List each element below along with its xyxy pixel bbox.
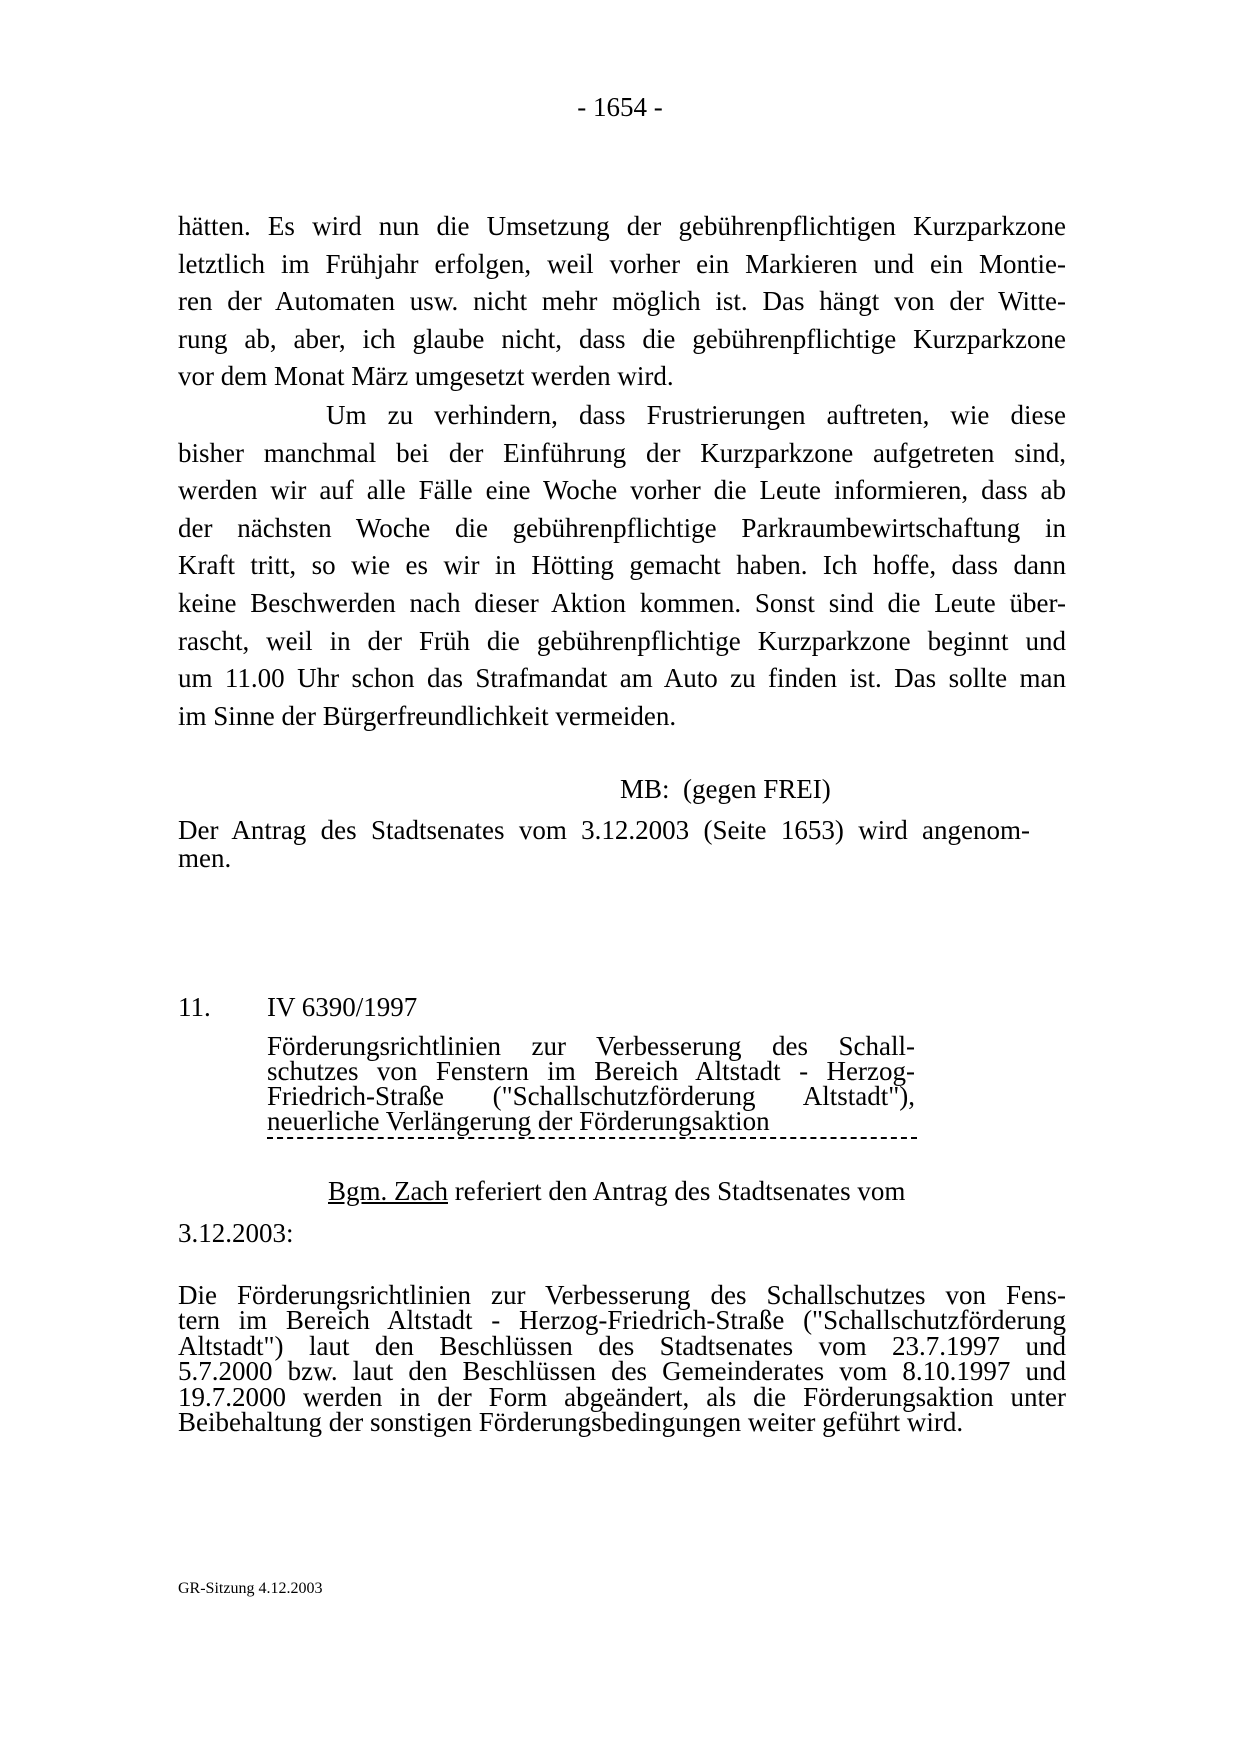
- senate-date: 3.12.2003:: [178, 1218, 294, 1248]
- speaker-action: referiert den Antrag des Stadtsenates vom: [447, 1176, 906, 1206]
- text-line: Kraft tritt, so wie es wir in Hötting gemacht haben. Ich hoffe, dass dann: [178, 550, 1066, 581]
- text-line: men.: [178, 843, 232, 873]
- text-line: Förderungsrichtlinien zur Verbesserung des Schall-: [267, 1031, 915, 1061]
- text-line: keine Beschwerden nach dieser Aktion kommen. Sonst sind die Leute über-: [178, 587, 1066, 618]
- item-title: [267, 1031, 915, 1136]
- footer-session-date: GR-Sitzung 4.12.2003: [178, 1580, 323, 1597]
- dashed-divider: [267, 1137, 917, 1139]
- text-line: vor dem Monat März umgesetzt werden wird.: [178, 361, 674, 392]
- text-line: schutzes von Fenstern im Bereich Altstadt - Herzog-: [267, 1056, 915, 1086]
- resolution-text: [178, 1280, 1066, 1438]
- text-line: 19.7.2000 werden in der Form abgeändert, als die Förderungsaktion unter: [178, 1381, 1066, 1412]
- text-line: Die Förderungsrichtlinien zur Verbesserung des Schallschutzes von Fens-: [178, 1280, 1066, 1310]
- text-line: neuerliche Verlängerung der Förderungsaktion: [267, 1106, 770, 1136]
- majority-decision: MB: (gegen FREI): [620, 774, 831, 804]
- text-line: Um zu verhindern, dass Frustrierungen auftreten, wie diese: [326, 400, 1066, 430]
- item-code: IV 6390/1997: [267, 992, 418, 1022]
- text-line: rung ab, aber, ich glaube nicht, dass die gebührenpflichtige Kurzparkzone: [178, 323, 1066, 354]
- text-line: bisher manchmal bei der Einführung der Kurzparkzone aufgetreten sind,: [178, 437, 1066, 468]
- text-line: der nächsten Woche die gebührenpflichtige Parkraumbewirtschaftung in: [178, 512, 1066, 543]
- text-line: Friedrich-Straße ("Schallschutzförderung Altstadt"),: [267, 1081, 915, 1111]
- speaker-line: [328, 1176, 905, 1207]
- paragraph-1: [178, 208, 1066, 396]
- text-line: Beibehaltung der sonstigen Förderungsbedingungen weiter geführt wird.: [178, 1407, 964, 1438]
- text-line: werden wir auf alle Fälle eine Woche vorher die Leute informieren, dass ab: [178, 475, 1066, 506]
- text-line: tern im Bereich Altstadt - Herzog-Friedrich-Straße ("Schallschutzförderung: [178, 1305, 1066, 1336]
- text-line: Altstadt") laut den Beschlüssen des Stadtsenates vom 23.7.1997 und: [178, 1330, 1066, 1361]
- text-line: 5.7.2000 bzw. laut den Beschlüssen des Gemeinderates vom 8.10.1997 und: [178, 1356, 1066, 1387]
- text-line: rascht, weil in der Früh die gebührenpflichtige Kurzparkzone beginnt und: [178, 625, 1066, 656]
- text-line: um 11.00 Uhr schon das Strafmandat am Auto zu finden ist. Das sollte man: [178, 663, 1066, 694]
- page-number: - 1654 -: [577, 92, 663, 122]
- text-line: letztlich im Frühjahr erfolgen, weil vorher ein Markieren und ein Montie-: [178, 248, 1066, 279]
- speaker-name: Bgm. Zach: [328, 1176, 448, 1206]
- paragraph-2: [178, 397, 1066, 735]
- text-line: hätten. Es wird nun die Umsetzung der gebührenpflichtigen Kurzparkzone: [178, 211, 1066, 241]
- decision-text: [178, 816, 1030, 872]
- item-number: 11.: [178, 992, 211, 1022]
- text-line: im Sinne der Bürgerfreundlichkeit vermeiden.: [178, 700, 677, 731]
- text-line: ren der Automaten usw. nicht mehr möglich ist. Das hängt von der Witte-: [178, 286, 1066, 317]
- text-line: Der Antrag des Stadtsenates vom 3.12.2003 (Seite 1653) wird angenom-: [178, 815, 1030, 845]
